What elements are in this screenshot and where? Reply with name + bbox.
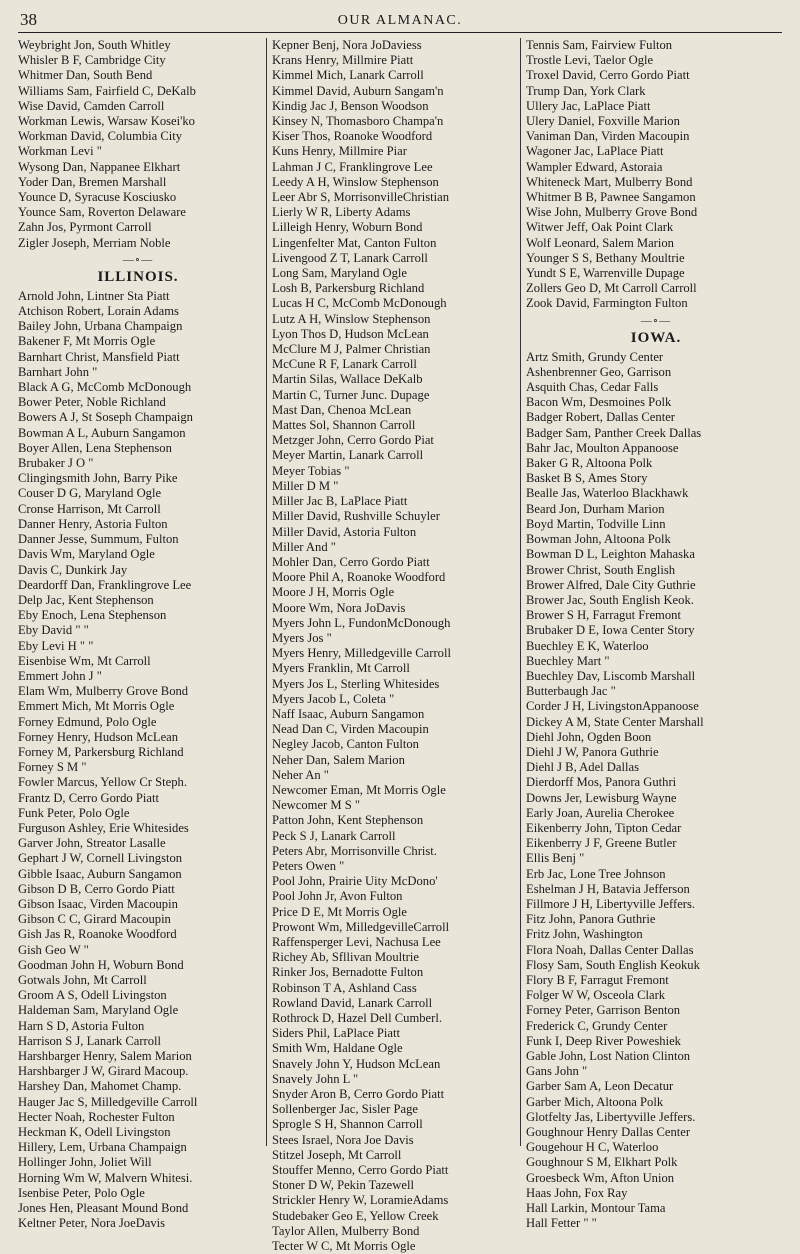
directory-entry: Naff Isaac, Auburn Sangamon (272, 706, 425, 721)
directory-entry: Bowman A L, Auburn Sangamon (18, 425, 186, 440)
directory-entry: Bealle Jas, Waterloo Blackhawk (526, 486, 689, 501)
directory-entry: Zahn Jos, Pyrmont Carroll (18, 220, 152, 235)
directory-entry: Kuns Henry, Millmire Piar (272, 144, 407, 159)
directory-column-2 (266, 38, 517, 1254)
directory-entry: Witwer Jeff, Oak Point Clark (526, 220, 674, 235)
directory-entry: Stees Israel, Nora Joe Davis (272, 1132, 414, 1147)
directory-entry: Miller David, Astoria Fulton (272, 524, 417, 539)
directory-columns (18, 38, 782, 1254)
directory-entry: Ellis Benj " (526, 851, 585, 866)
directory-entry: Black A G, McComb McDonough (18, 380, 192, 395)
directory-entry: Early Joan, Aurelia Cherokee (526, 805, 675, 820)
directory-entry: Haas John, Fox Ray (526, 1185, 628, 1200)
directory-entry: Fowler Marcus, Yellow Cr Steph. (18, 775, 187, 790)
directory-entry: Sollenberger Jac, Sisler Page (272, 1102, 418, 1117)
directory-entry: Miller D M " (272, 478, 339, 493)
directory-entry: Funk I, Deep River Poweshiek (526, 1033, 681, 1048)
directory-entry: Danner Jesse, Summum, Fulton (18, 532, 179, 547)
directory-entry: Livengood Z T, Lanark Carroll (272, 250, 428, 265)
directory-entry: Forney Henry, Hudson McLean (18, 729, 179, 744)
directory-entry: Diehl J B, Adel Dallas (526, 760, 639, 775)
directory-entry: Kindig Jac J, Benson Woodson (272, 98, 429, 113)
directory-entry: Harshbarger J W, Girard Macoup. (18, 1064, 189, 1079)
directory-entry: Dickey A M, State Center Marshall (526, 714, 704, 729)
directory-entry: Meyer Martin, Lanark Carroll (272, 448, 424, 463)
directory-entry: Buechley E K, Waterloo (526, 638, 649, 653)
directory-entry: Mohler Dan, Cerro Gordo Piatt (272, 554, 430, 569)
directory-entry: Elam Wm, Mulberry Grove Bond (18, 684, 189, 699)
directory-entry: Workman Lewis, Warsaw Kosei'ko (18, 114, 195, 129)
directory-entry: Whiteneck Mart, Mulberry Bond (526, 174, 693, 189)
directory-entry: Weybright Jon, South Whitley (18, 38, 171, 52)
directory-entry: Moore Phil A, Roanoke Woodford (272, 570, 446, 585)
directory-entry: Ashenbrenner Geo, Garrison (526, 364, 672, 379)
directory-entry: Workman David, Columbia City (18, 129, 183, 144)
directory-entry: Emmert Mich, Mt Morris Ogle (18, 699, 175, 714)
directory-entry: Metzger John, Cerro Gordo Piat (272, 433, 434, 448)
directory-entry: Diehl John, Ogden Boon (526, 729, 652, 744)
directory-entry: Gans John " (526, 1064, 588, 1079)
directory-entry: Davis Wm, Maryland Ogle (18, 547, 155, 562)
directory-entry: Myers Henry, Milledgeville Carroll (272, 646, 451, 661)
directory-entry: Snavely John L " (272, 1071, 359, 1086)
directory-entry: Deardorff Dan, Franklingrove Lee (18, 577, 192, 592)
entries-iowa (526, 350, 786, 1232)
directory-entry: McCune R F, Lanark Carroll (272, 357, 417, 372)
directory-entry: Eby Enoch, Lena Stephenson (18, 608, 167, 623)
directory-entry: Leer Abr S, MorrisonvilleChristian (272, 190, 449, 205)
directory-entry: McClure M J, Palmer Christian (272, 342, 431, 357)
directory-entry: Couser D G, Maryland Ogle (18, 486, 162, 501)
directory-entry: Pool John, Prairie Uity McDono' (272, 874, 438, 889)
directory-entry: Zollers Geo D, Mt Carroll Carroll (526, 281, 697, 296)
directory-entry: Whitmer Dan, South Bend (18, 68, 153, 83)
directory-entry: Yundt S E, Warrenville Dupage (526, 266, 685, 281)
directory-entry: Gish Geo W " (18, 942, 89, 957)
directory-entry: Martin Silas, Wallace DeKalb (272, 372, 423, 387)
directory-entry: Long Sam, Maryland Ogle (272, 266, 408, 281)
directory-entry: Flosy Sam, South English Keokuk (526, 957, 700, 972)
directory-entry: Myers Franklin, Mt Carroll (272, 661, 410, 676)
directory-entry: Artz Smith, Grundy Center (526, 349, 664, 364)
directory-entry: Tennis Sam, Fairview Fulton (526, 38, 673, 52)
directory-entry: Forney S M " (18, 760, 87, 775)
state-heading-illinois: ILLINOIS. (97, 268, 179, 285)
directory-entry: Brubaker D E, Iowa Center Story (526, 623, 695, 638)
directory-entry: Lilleigh Henry, Woburn Bond (272, 220, 423, 235)
directory-entry: Stitzel Joseph, Mt Carroll (272, 1147, 402, 1162)
directory-entry: Bowman D L, Leighton Mahaska (526, 547, 695, 562)
directory-entry: Lyon Thos D, Hudson McLean (272, 326, 429, 341)
directory-entry: Harrison S J, Lanark Carroll (18, 1033, 162, 1048)
directory-entry: Ulery Daniel, Foxville Marion (526, 114, 680, 129)
directory-entry: Hollinger John, Joliet Will (18, 1155, 152, 1170)
directory-entry: Glotfelty Jas, Libertyville Jeffers. (526, 1109, 696, 1124)
directory-entry: Leedy A H, Winslow Stephenson (272, 174, 439, 189)
directory-entry: Kepner Benj, Nora JoDaviess (272, 38, 422, 52)
directory-entry: Miller David, Rushville Schuyler (272, 509, 440, 524)
directory-entry: Trump Dan, York Clark (526, 83, 646, 98)
directory-entry: Siders Phil, LaPlace Piatt (272, 1026, 401, 1041)
directory-entry: Myers Jacob L, Coleta " (272, 691, 395, 706)
directory-entry: Brower Alfred, Dale City Guthrie (526, 577, 696, 592)
directory-entry: Arnold John, Lintner Sta Piatt (18, 288, 170, 303)
directory-entry: Bailey John, Urbana Champaign (18, 319, 183, 334)
directory-entry: Robinson T A, Ashland Cass (272, 980, 417, 995)
directory-entry: Newcomer M S " (272, 798, 361, 813)
directory-entry: Frantz D, Cerro Gordo Piatt (18, 790, 159, 805)
directory-entry: Buechley Dav, Liscomb Marshall (526, 668, 696, 683)
directory-entry: Martin C, Turner Junc. Dupage (272, 387, 430, 402)
directory-entry: Erb Jac, Lone Tree Johnson (526, 866, 666, 881)
directory-entry: Younger S S, Bethany Moultrie (526, 250, 685, 265)
directory-entry: Jones Hen, Pleasant Mound Bond (18, 1201, 189, 1216)
directory-entry: Peters Abr, Morrisonville Christ. (272, 843, 437, 858)
directory-entry: Whisler B F, Cambridge City (18, 53, 166, 68)
directory-entry: Kiser Thos, Roanoke Woodford (272, 129, 433, 144)
directory-entry: Badger Robert, Dallas Center (526, 410, 675, 425)
directory-entry: Rothrock D, Hazel Dell Cumberl. (272, 1011, 442, 1025)
directory-entry: Brubaker J O " (18, 456, 94, 471)
directory-entry: Hauger Jac S, Milledgeville Carroll (18, 1094, 198, 1109)
directory-entry: Stoner D W, Pekin Tazewell (272, 1178, 414, 1193)
directory-entry: Gibble Isaac, Auburn Sangamon (18, 866, 182, 881)
page-header (18, 8, 782, 33)
directory-entry: Gougehour H C, Waterloo (526, 1140, 659, 1155)
directory-entry: Williams Sam, Fairfield C, DeKalb (18, 83, 196, 98)
directory-entry: Delp Jac, Kent Stephenson (18, 592, 154, 607)
directory-entry: Davis C, Dunkirk Jay (18, 562, 128, 577)
directory-entry: Lierly W R, Liberty Adams (272, 205, 411, 220)
directory-entry: Gish Jas R, Roanoke Woodford (18, 927, 177, 942)
directory-entry: Groesbeck Wm, Afton Union (526, 1170, 675, 1185)
directory-entry: Taylor Allen, Mulberry Bond (272, 1223, 420, 1238)
directory-entry: Hillery, Lem, Urbana Champaign (18, 1140, 187, 1155)
directory-entry: Moore Wm, Nora JoDavis (272, 600, 406, 615)
directory-entry: Prowont Wm, MilledgevilleCarroll (272, 919, 450, 934)
directory-entry: Hall Larkin, Montour Tama (526, 1201, 666, 1216)
directory-entry: Eikenberry J F, Greene Butler (526, 836, 677, 851)
directory-entry: Fritz John, Washington (526, 927, 643, 942)
directory-entry: Losh B, Parkersburg Richland (272, 281, 425, 296)
directory-entry: Butterbaugh Jac " (526, 684, 616, 699)
directory-entry: Eshelman J H, Batavia Jefferson (526, 881, 690, 896)
directory-entry: Wagoner Jac, LaPlace Piatt (526, 144, 664, 159)
directory-entry: Vaniman Dan, Virden Macoupin (526, 129, 690, 144)
directory-entry: Myers Jos L, Sterling Whitesides (272, 676, 440, 691)
directory-entry: Wise John, Mulberry Grove Bond (526, 205, 698, 220)
directory-entry: Flora Noah, Dallas Center Dallas (526, 942, 694, 957)
directory-entry: Flory B F, Farragut Fremont (526, 972, 669, 987)
section-divider-ornament: —∘— (640, 314, 672, 327)
directory-entry: Garber Sam A, Leon Decatur (526, 1079, 674, 1094)
directory-entry: Negley Jacob, Canton Fulton (272, 737, 419, 752)
directory-entry: Wysong Dan, Nappanee Elkhart (18, 159, 181, 174)
directory-column-3 (520, 38, 786, 1231)
directory-entry: Bowman John, Altoona Polk (526, 532, 671, 547)
directory-entry: Kimmel Mich, Lanark Carroll (272, 68, 424, 83)
state-heading-iowa: IOWA. (630, 329, 682, 346)
directory-entry: Lutz A H, Winslow Stephenson (272, 311, 431, 326)
directory-entry: Bahr Jac, Moulton Appanoose (526, 440, 679, 455)
directory-entry: Asquith Chas, Cedar Falls (526, 380, 659, 395)
directory-entry: Frederick C, Grundy Center (526, 1018, 668, 1033)
directory-entry: Ullery Jac, LaPlace Piatt (526, 98, 651, 113)
directory-entry: Dierdorff Mos, Panora Guthri (526, 775, 677, 790)
directory-entry: Emmert John J " (18, 668, 102, 683)
directory-entry: Harn S D, Astoria Fulton (18, 1018, 145, 1033)
directory-entry: Harshbarger Henry, Salem Marion (18, 1049, 192, 1063)
directory-entry: Eisenbise Wm, Mt Carroll (18, 653, 151, 668)
directory-entry: Gotwals John, Mt Carroll (18, 972, 147, 987)
directory-entry: Gable John, Lost Nation Clinton (526, 1049, 691, 1063)
directory-entry: Sprogle S H, Shannon Carroll (272, 1117, 423, 1132)
directory-entry: Myers John L, FundonMcDonough (272, 615, 451, 630)
directory-entry: Workman Levi " (18, 144, 102, 159)
directory-entry: Bacon Wm, Desmoines Polk (526, 395, 672, 410)
directory-entry: Wise David, Camden Carroll (18, 98, 165, 113)
directory-entry: Baker G R, Altoona Polk (526, 456, 653, 471)
directory-entry: Moore J H, Morris Ogle (272, 585, 395, 600)
directory-entry: Rowland David, Lanark Carroll (272, 995, 433, 1010)
directory-entry: Smith Wm, Haldane Ogle (272, 1041, 403, 1056)
directory-entry: Price D E, Mt Morris Ogle (272, 904, 408, 919)
directory-entry: Gibson D B, Cerro Gordo Piatt (18, 881, 175, 896)
directory-entry: Nead Dan C, Virden Macoupin (272, 722, 429, 737)
directory-entry: Neher Dan, Salem Marion (272, 752, 405, 767)
directory-entry: Diehl J W, Panora Guthrie (526, 744, 659, 759)
directory-entry: Richey Ab, Sfllivan Moultrie (272, 950, 419, 965)
directory-entry: Snavely John Y, Hudson McLean (272, 1056, 441, 1071)
entries-indiana-continued (18, 38, 258, 251)
directory-entry: Lingenfelter Mat, Canton Fulton (272, 235, 437, 250)
directory-entry: Eikenberry John, Tipton Cedar (526, 820, 682, 835)
directory-entry: Bowers A J, St Soseph Champaign (18, 410, 193, 425)
directory-entry: Forney Peter, Garrison Benton (526, 1003, 681, 1018)
directory-entry: Downs Jer, Lewisburg Wayne (526, 790, 677, 805)
directory-entry: Kimmel David, Auburn Sangam'n (272, 83, 444, 98)
directory-entry: Mattes Sol, Shannon Carroll (272, 418, 416, 433)
directory-entry: Eby David " " (18, 623, 89, 638)
directory-entry: Zook David, Farmington Fulton (526, 296, 688, 311)
directory-entry: Folger W W, Osceola Clark (526, 988, 666, 1003)
directory-entry: Corder J H, LivingstonAppanoose (526, 699, 699, 714)
directory-entry: Goughnour Henry Dallas Center (526, 1125, 691, 1140)
directory-entry: Snyder Aron B, Cerro Gordo Piatt (272, 1087, 445, 1102)
directory-entry: Badger Sam, Panther Creek Dallas (526, 425, 702, 440)
directory-entry: Tecter W C, Mt Morris Ogle (272, 1239, 416, 1254)
directory-entry: Bower Peter, Noble Richland (18, 395, 166, 410)
directory-entry: Yoder Dan, Bremen Marshall (18, 174, 167, 189)
directory-entry: Krans Henry, Millmire Piatt (272, 53, 414, 68)
directory-entry: Garver John, Streator Lasalle (18, 836, 166, 851)
directory-entry: Wampler Edward, Astoraia (526, 159, 663, 174)
directory-entry: Forney Edmund, Polo Ogle (18, 714, 157, 729)
directory-entry: Beard Jon, Durham Marion (526, 501, 665, 516)
directory-entry: Neher An " (272, 767, 329, 782)
directory-entry: Atchison Robert, Lorain Adams (18, 304, 179, 319)
directory-entry: Miller And " (272, 539, 336, 554)
directory-entry: Hecter Noah, Rochester Fulton (18, 1109, 175, 1124)
directory-entry: Brower Jac, South English Keok. (526, 592, 694, 607)
directory-entry: Younce D, Syracuse Kosciusko (18, 190, 177, 205)
entries-illinois-continued (272, 38, 517, 1254)
directory-entry: Garber Mich, Altoona Polk (526, 1094, 664, 1109)
directory-entry: Isenbise Peter, Polo Ogle (18, 1185, 145, 1200)
directory-entry: Danner Henry, Astoria Fulton (18, 516, 168, 531)
directory-entry: Newcomer Eman, Mt Morris Ogle (272, 782, 446, 797)
directory-entry: Fitz John, Panora Guthrie (526, 912, 656, 927)
directory-entry: Whitmer B B, Pawnee Sangamon (526, 190, 696, 205)
directory-entry: Boyer Allen, Lena Stephenson (18, 440, 172, 455)
directory-entry: Raffensperger Levi, Nachusa Lee (272, 934, 441, 949)
directory-entry: Basket B S, Ames Story (526, 471, 648, 486)
directory-column-1 (18, 38, 258, 1231)
section-divider-ornament: —∘— (122, 253, 154, 266)
directory-entry: Trostle Levi, Taelor Ogle (526, 53, 654, 68)
directory-entry: Rinker Jos, Bernadotte Fulton (272, 965, 424, 980)
directory-entry: Furguson Ashley, Erie Whitesides (18, 820, 189, 835)
directory-entry: Barnhart Christ, Mansfield Piatt (18, 349, 180, 364)
directory-entry: Meyer Tobias " (272, 463, 350, 478)
entries-illinois (18, 289, 258, 1232)
directory-entry: Brower S H, Farragut Fremont (526, 608, 681, 623)
directory-entry: Studebaker Geo E, Yellow Creek (272, 1208, 439, 1223)
directory-entry: Goodman John H, Woburn Bond (18, 957, 184, 972)
directory-entry: Hall Fetter " " (526, 1216, 597, 1231)
directory-entry: Fillmore J H, Libertyville Jeffers. (526, 896, 696, 911)
directory-entry: Clingingsmith John, Barry Pike (18, 471, 178, 486)
directory-entry: Forney M, Parkersburg Richland (18, 744, 184, 759)
directory-entry: Peck S J, Lanark Carroll (272, 828, 396, 843)
directory-entry: Wolf Leonard, Salem Marion (526, 235, 674, 250)
directory-entry: Eby Levi H " " (18, 638, 94, 653)
directory-entry: Cronse Harrison, Mt Carroll (18, 501, 161, 516)
directory-entry: Kinsey N, Thomasboro Champa'n (272, 114, 444, 129)
directory-entry: Peters Owen " (272, 858, 345, 873)
entries-illinois-end (526, 38, 786, 312)
directory-entry: Gephart J W, Cornell Livingston (18, 851, 183, 866)
directory-entry: Mast Dan, Chenoa McLean (272, 402, 412, 417)
directory-entry: Myers Jos " (272, 630, 332, 645)
directory-entry: Harshey Dan, Mahomet Champ. (18, 1079, 182, 1094)
directory-entry: Gibson C C, Girard Macoupin (18, 912, 171, 927)
directory-entry: Haldeman Sam, Maryland Ogle (18, 1003, 179, 1018)
directory-entry: Pool John Jr, Avon Fulton (272, 889, 403, 904)
directory-entry: Stouffer Menno, Cerro Gordo Piatt (272, 1163, 449, 1178)
directory-entry: Boyd Martin, Todville Linn (526, 516, 666, 531)
directory-entry: Funk Peter, Polo Ogle (18, 805, 130, 820)
directory-entry: Goughnour S M, Elkhart Polk (526, 1155, 678, 1170)
directory-entry: Troxel David, Cerro Gordo Piatt (526, 68, 690, 83)
directory-entry: Zigler Joseph, Merriam Noble (18, 235, 171, 250)
directory-entry: Lucas H C, McComb McDonough (272, 296, 447, 311)
directory-entry: Groom A S, Odell Livingston (18, 988, 167, 1003)
running-title: OUR ALMANAC. (337, 13, 463, 28)
directory-entry: Keltner Peter, Nora JoeDavis (18, 1216, 166, 1231)
directory-entry: Patton John, Kent Stephenson (272, 813, 424, 828)
directory-entry: Brower Christ, South English (526, 562, 676, 577)
directory-entry: Gibson Isaac, Virden Macoupin (18, 896, 178, 911)
directory-entry: Heckman K, Odell Livingston (18, 1125, 171, 1140)
directory-entry: Bakener F, Mt Morris Ogle (18, 334, 156, 349)
directory-entry: Miller Jac B, LaPlace Piatt (272, 494, 408, 509)
page-number: 38 (20, 10, 37, 29)
directory-entry: Strickler Henry W, LoramieAdams (272, 1193, 449, 1208)
directory-entry: Barnhart John " (18, 364, 98, 379)
directory-entry: Younce Sam, Roverton Delaware (18, 205, 186, 220)
directory-entry: Buechley Mart " (526, 653, 610, 668)
directory-entry: Horning Wm W, Malvern Whitesi. (18, 1170, 193, 1185)
directory-entry: Lahman J C, Franklingrove Lee (272, 159, 433, 174)
